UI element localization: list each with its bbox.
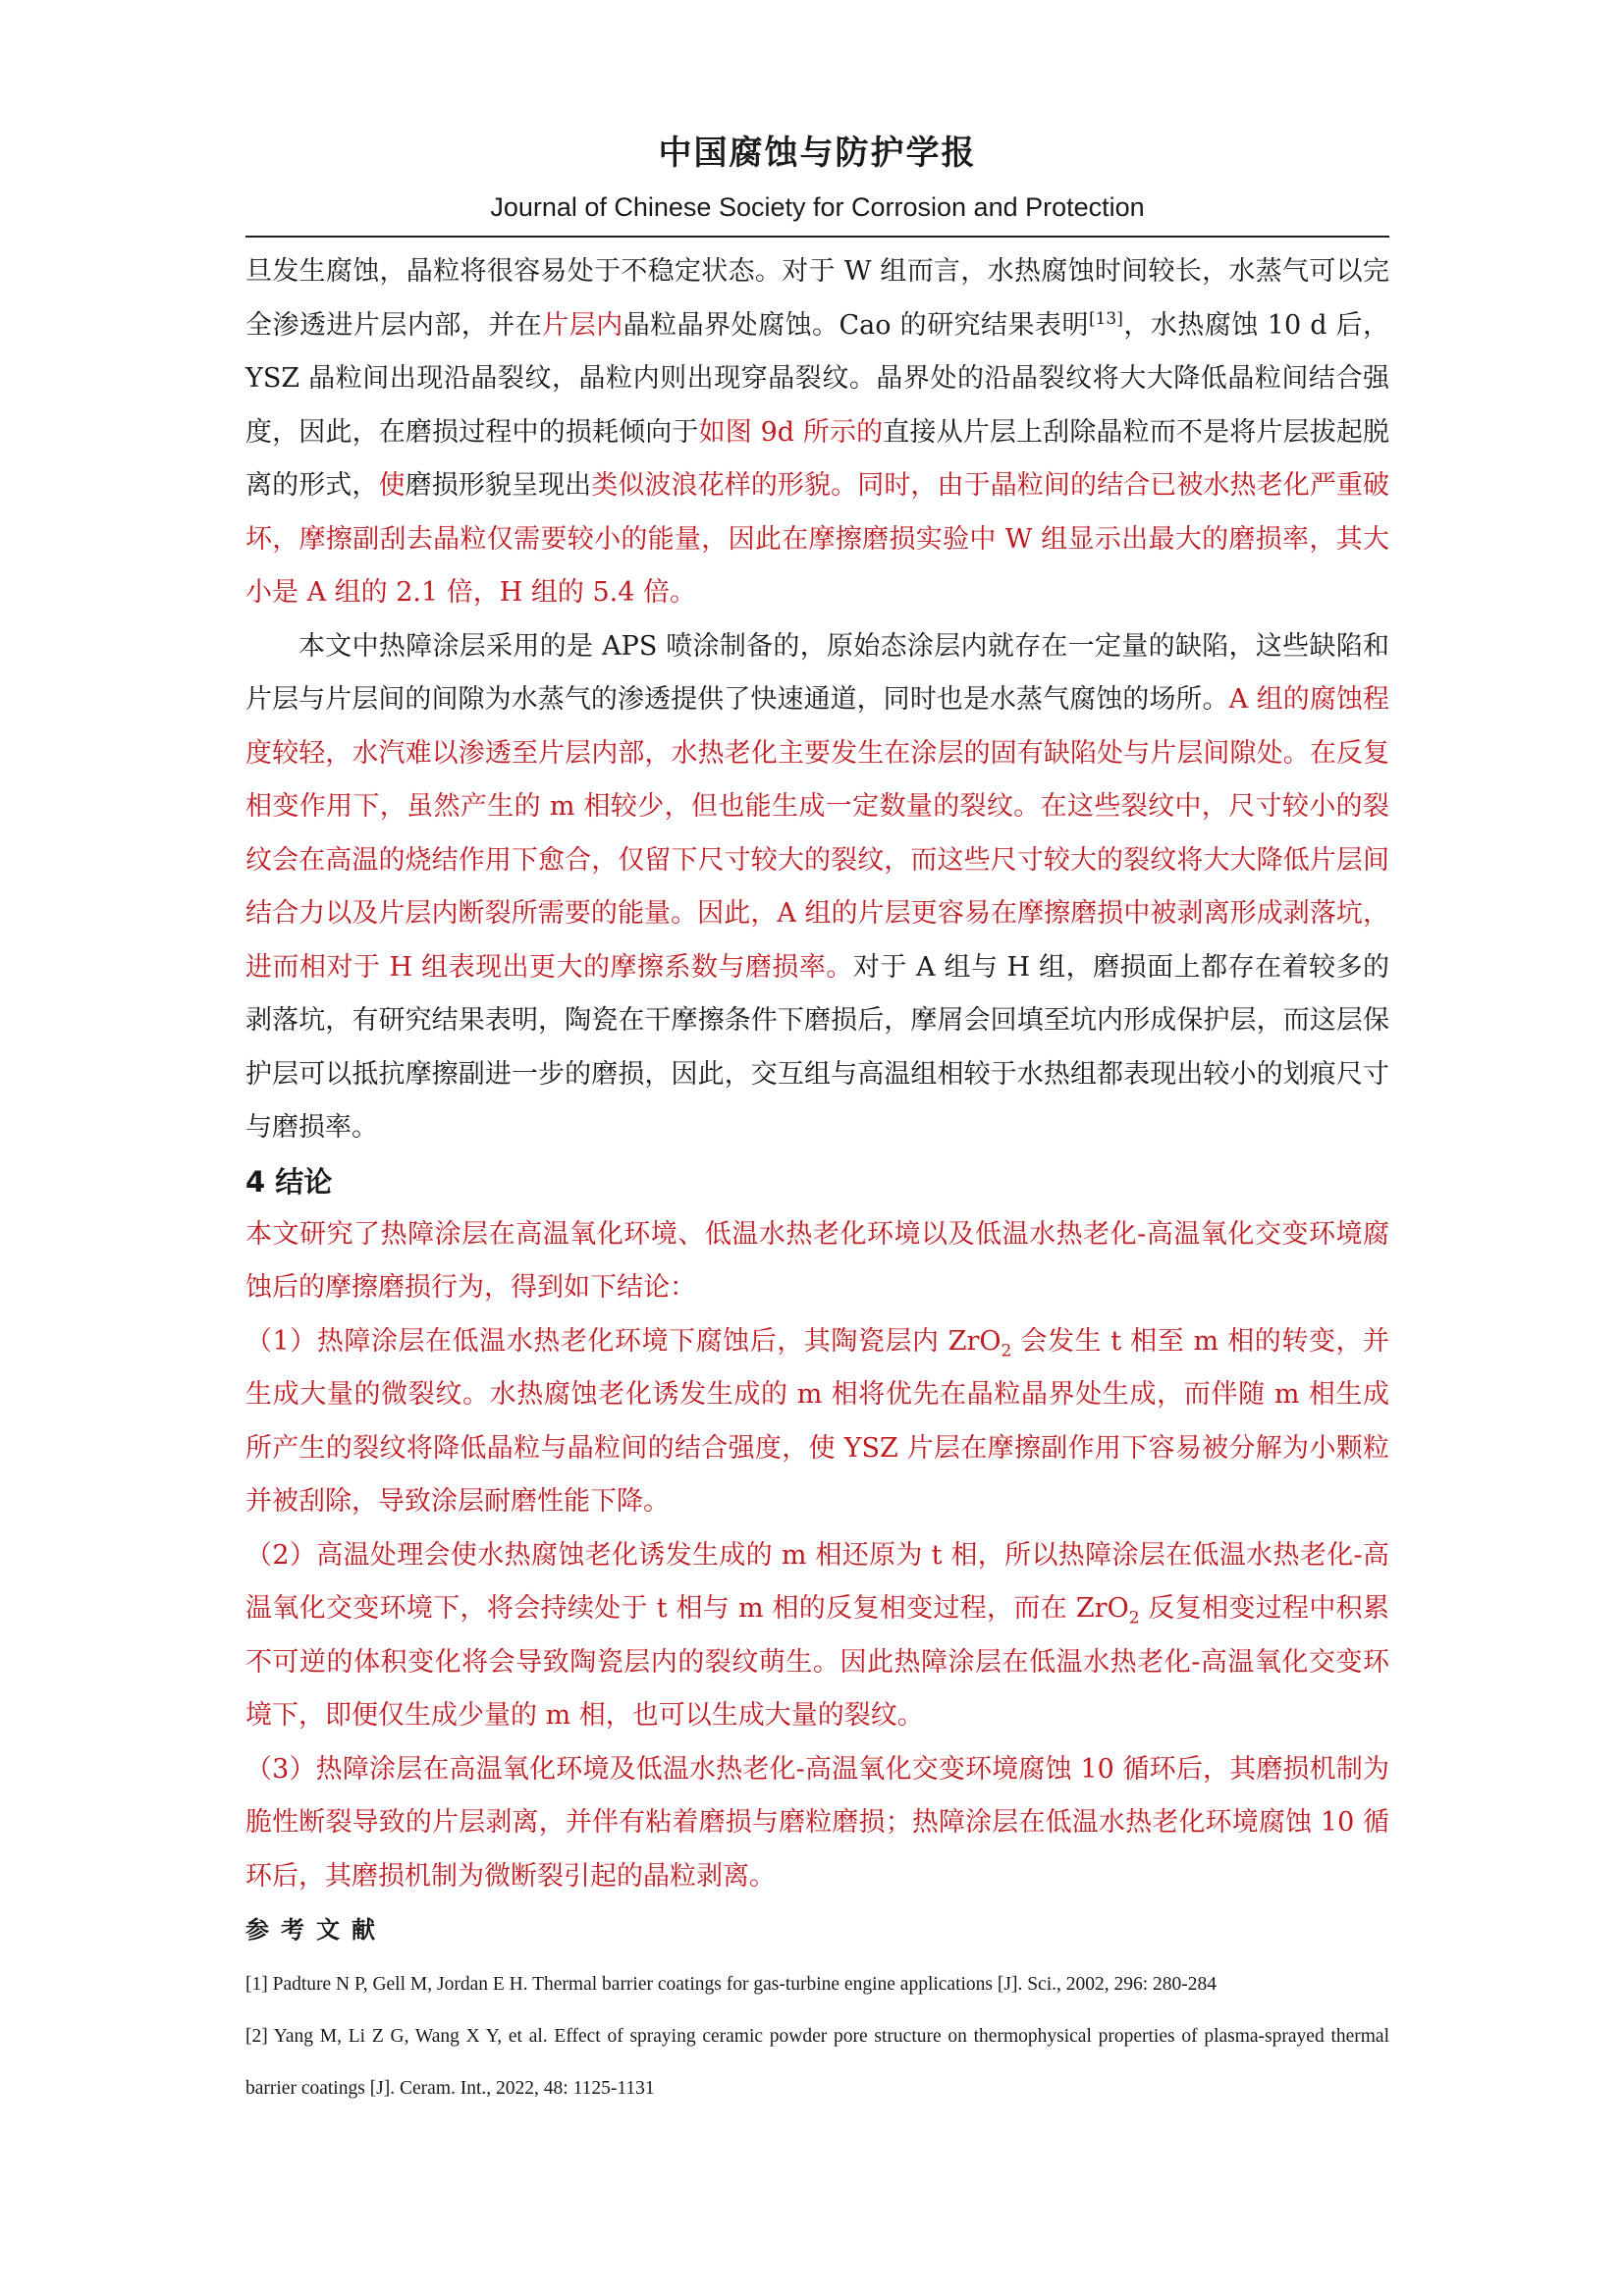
highlight-run: A 组的腐蚀程度较轻，水汽难以渗透至片层内部，水热老化主要发生在涂层的固有缺陷处与片层间隙处。在反复相变作用下，虽然产生的 m 相较少，但也能生成一定数量的裂纹。在这些裂纹中，尺寸较小的裂纹会在高温的烧结作用下愈合，仅留下尺寸较大的裂纹，而这些尺寸较大的裂纹将大大降低片层间结合力以及片层内断裂所需要的能量。因此，A 组的片层更容易在摩擦磨损中被剥离形成剥落坑，进而相对于 H 组表现出更大的摩擦系数与磨损率。 — [245, 684, 1389, 983]
highlight-run: 片层内 — [542, 309, 623, 341]
text-run: 磨损形貌呈现出 — [405, 470, 592, 501]
text-run: （2）高温处理会使水热腐蚀老化诱发生成的 m 相还原为 t 相，所以热障涂层在低温水热老化-高温氧化交变环境下，将会持续处于 t 相与 m 相的反复相变过程，而在 ZrO — [245, 1539, 1389, 1624]
paragraph-discussion-w-group — [245, 245, 1389, 620]
reference-item: [1] Padture N P, Gell M, Jordan E H. Thermal barrier coatings for gas-turbine engine applications [J]. Sci., 2002, 296: 280-284 — [245, 1974, 1218, 1995]
conclusion-item-1 — [245, 1315, 1389, 1529]
body-text — [245, 245, 1389, 2114]
references-heading: 参考文献 — [245, 1916, 387, 1944]
paragraph-conclusion-intro: 本文研究了热障涂层在高温氧化环境、低温水热老化环境以及低温水热老化-高温氧化交变环境腐蚀后的摩擦磨损行为，得到如下结论： — [245, 1218, 1389, 1303]
text-run: 对于 A 组与 H 组，磨损面上都存在着较多的剥落坑，有研究结果表明，陶瓷在干摩擦条件下磨损后，摩屑会回填至坑内形成保护层，而这层保护层可以抵抗摩擦副进一步的磨损，因此，交互组与高温组相较于水热组都表现出较小的划痕尺寸与磨损率。 — [245, 951, 1390, 1143]
text-run: 晶粒晶界处腐蚀。Cao 的研究结果表明 — [623, 309, 1089, 341]
citation-13: [13] — [1088, 308, 1123, 329]
section-heading-conclusion: 4 结论 — [245, 1164, 333, 1199]
journal-title-cn: 中国腐蚀与防护学报 — [658, 133, 977, 173]
conclusion-item-2 — [245, 1529, 1389, 1743]
conclusion-item-3: （3）热障涂层在高温氧化环境及低温水热老化-高温氧化交变环境腐蚀 10 循环后，其磨损机制为脆性断裂导致的片层剥离，并伴有粘着磨损与磨粒磨损；热障涂层在低温水热老化环境腐蚀 10 循环后，其磨损机制为微断裂引起的晶粒剥离。 — [245, 1753, 1389, 1892]
text-run: ，水热腐蚀 10 d 后，YSZ 晶粒间出现沿晶裂纹，晶粒内则出现穿晶裂纹。晶界处的沿晶裂纹将大大降低晶粒间结合强度，因此，在磨损过程中的损耗倾向于 — [245, 309, 1390, 448]
highlight-run: 使 — [378, 470, 406, 501]
paragraph-discussion-aps — [245, 620, 1389, 1155]
text-run: 直接从片层上刮除晶粒而不是将片层拔起脱离的形式， — [245, 416, 1389, 501]
header-rule — [245, 236, 1389, 238]
text-run: 旦发生腐蚀，晶粒将很容易处于不稳定状态。对于 W 组而言，水热腐蚀时间较长，水蒸气可以完全渗透进片层内部，并在 — [245, 256, 1389, 341]
subscript: 2 — [1128, 1608, 1140, 1629]
text-run: 会发生 t 相至 m 相的转变，并生成大量的微裂纹。水热腐蚀老化诱发生成的 m 相将优先在晶粒晶界处生成，而伴随 m 相生成所产生的裂纹将降低晶粒与晶粒间的结合强度，使 YSZ 片层在摩擦副作用下容易被分解为小颗粒并被刮除，导致涂层耐磨性能下降。 — [245, 1325, 1389, 1517]
highlight-run: 如图 9d 所示的 — [698, 416, 884, 448]
journal-title-en: Journal of Chinese Society for Corrosion and Protection — [490, 192, 1145, 222]
highlight-run: 类似波浪花样的形貌。同时，由于晶粒间的结合已被水热老化严重破坏，摩擦副刮去晶粒仅需要较小的能量，因此在摩擦磨损实验中 W 组显示出最大的磨损率，其大小是 A 组的 2.1 倍，H 组的 5.4 倍。 — [245, 470, 1390, 608]
reference-item: [2] Yang M, Li Z G, Wang X Y, et al. Effect of spraying ceramic powder pore structure on thermophysical properties of plasma-sprayed thermal barrier coatings [J]. Ceram. Int., 2022, 48: 1125-1131 — [245, 2026, 1389, 2099]
text-run: 反复相变过程中积累不可逆的体积变化将会导致陶瓷层内的裂纹萌生。因此热障涂层在低温水热老化-高温氧化交变环境下，即便仅生成少量的 m 相，也可以生成大量的裂纹。 — [245, 1593, 1389, 1731]
text-run: 本文中热障涂层采用的是 APS 喷涂制备的，原始态涂层内就存在一定量的缺陷，这些缺陷和片层与片层间的间隙为水蒸气的渗透提供了快速通道，同时也是水蒸气腐蚀的场所。 — [245, 630, 1389, 715]
text-run: （1）热障涂层在低温水热老化环境下腐蚀后，其陶瓷层内 ZrO — [245, 1325, 1001, 1357]
subscript: 2 — [1001, 1340, 1012, 1361]
